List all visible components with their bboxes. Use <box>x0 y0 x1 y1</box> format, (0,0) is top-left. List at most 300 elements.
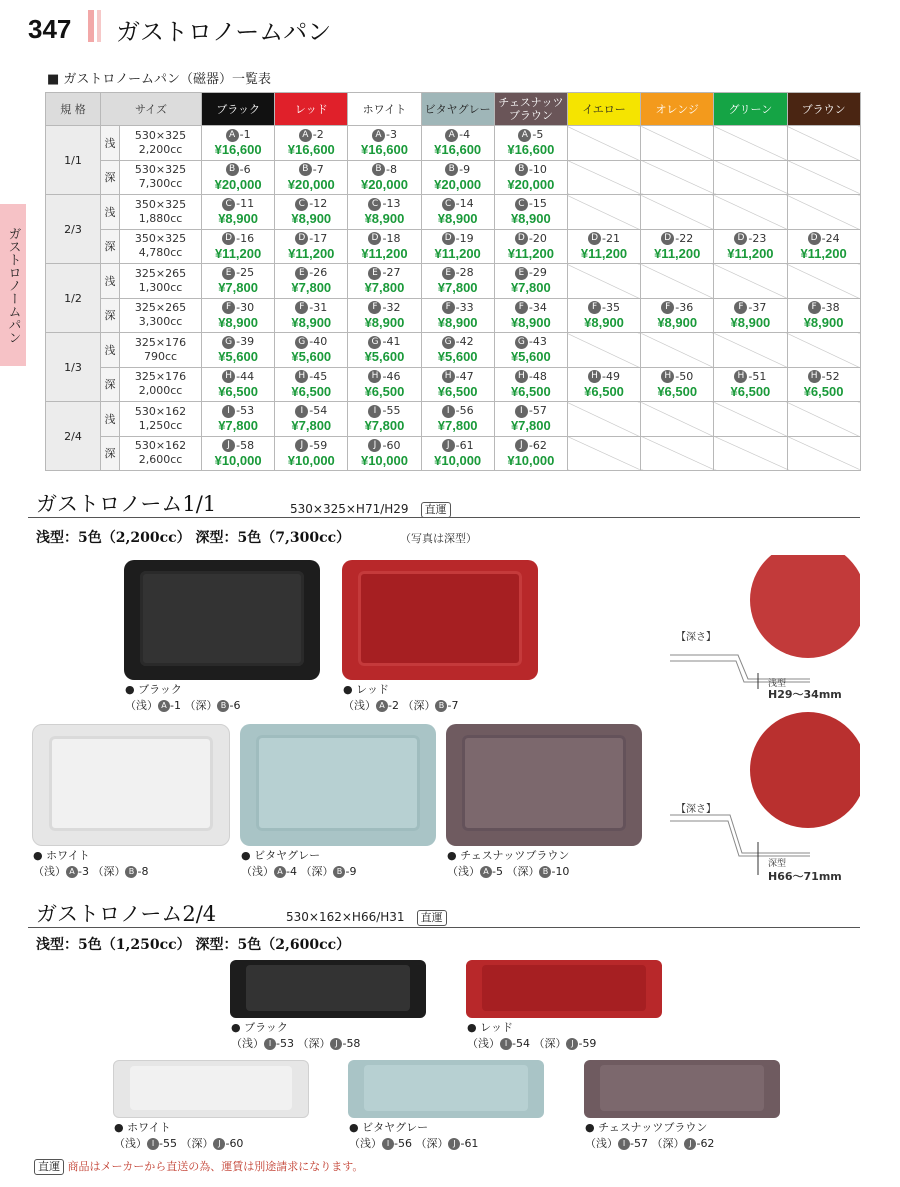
price: ¥6,500 <box>584 383 624 399</box>
code-letter-icon: A <box>518 129 531 142</box>
code-number: -16 <box>236 231 255 245</box>
section-types-2-4: 浅型：5色（1,250cc） 深型：5色（2,600cc） <box>36 937 351 953</box>
price-cell <box>787 229 860 264</box>
product-code <box>495 128 567 142</box>
price: ¥16,600 <box>507 142 555 158</box>
tray-white-1-1 <box>32 724 230 846</box>
code-letter-icon: A <box>299 129 312 142</box>
depth-cell: 浅 <box>101 195 120 230</box>
code-number: -47 <box>455 369 474 383</box>
code-number: -39 <box>236 335 255 349</box>
code-letter-icon: H <box>515 370 528 383</box>
header-size: サイズ <box>101 93 202 126</box>
code-number: -55 <box>382 404 401 418</box>
size-value: 530×162 <box>134 439 187 453</box>
code-number: -36 <box>675 300 694 314</box>
price-cell <box>641 298 714 333</box>
price-cell <box>641 229 714 264</box>
code-number: -51 <box>748 369 767 383</box>
code-letter-icon: C <box>222 198 235 211</box>
capacity-value: 1,250cc <box>138 418 183 432</box>
price-cell <box>567 229 640 264</box>
code-number: -24 <box>821 231 840 245</box>
price-cell <box>202 333 275 368</box>
code-letter-icon: B <box>372 163 385 176</box>
code-number: -52 <box>821 369 840 383</box>
capacity-value: 4,780cc <box>138 246 183 260</box>
product-code <box>275 301 347 315</box>
unavailable-cell <box>641 264 714 299</box>
price: ¥10,000 <box>434 452 482 468</box>
header-color: ブラック <box>202 93 275 126</box>
capacity-value: 790cc <box>143 349 178 363</box>
code-letter-icon: B <box>299 163 312 176</box>
code-number: -33 <box>455 300 474 314</box>
code-number: -5 <box>532 128 544 142</box>
code-number: -12 <box>309 197 328 211</box>
photo-note: （写真は深型） <box>400 532 477 545</box>
code-number: -7 <box>312 162 324 176</box>
unavailable-cell <box>714 195 787 230</box>
table-row <box>46 229 861 264</box>
product-code <box>422 266 494 280</box>
size-value: 530×162 <box>134 404 187 418</box>
section-rule <box>28 927 860 928</box>
code-letter-icon: F <box>588 301 601 314</box>
product-code <box>348 128 420 142</box>
price-table <box>45 92 861 471</box>
tray-grey-1-1 <box>240 724 436 846</box>
code-letter-icon: F <box>515 301 528 314</box>
size-cell <box>120 402 202 437</box>
price: ¥7,800 <box>291 418 332 434</box>
product-code <box>202 163 274 177</box>
product-code <box>495 163 567 177</box>
code-letter-icon: D <box>295 232 308 245</box>
code-letter-icon: D <box>808 232 821 245</box>
section-dims-2-4: 530×162×H66/H31 直運 <box>286 908 447 926</box>
price: ¥6,500 <box>218 383 258 399</box>
price: ¥8,900 <box>364 211 405 227</box>
code-letter-icon: D <box>222 232 235 245</box>
price-cell <box>494 229 567 264</box>
price: ¥11,200 <box>800 245 847 261</box>
unavailable-cell <box>787 195 860 230</box>
caption-red-2-4: ● レッド （浅） I -54 （深） J -59 <box>467 1021 597 1050</box>
table-row <box>46 160 861 195</box>
deep-label: 深型 <box>768 859 787 869</box>
title-accent-bar-light <box>97 10 101 42</box>
product-code <box>202 128 274 142</box>
tray-grey-2-4 <box>348 1060 544 1118</box>
price-cell <box>421 298 494 333</box>
price: ¥11,200 <box>507 245 554 261</box>
price: ¥5,600 <box>364 349 405 365</box>
tray-red-2-4 <box>466 960 662 1018</box>
code-number: -30 <box>236 300 255 314</box>
unavailable-cell <box>567 333 640 368</box>
code-letter-icon: F <box>442 301 455 314</box>
code-letter-icon: I <box>515 405 528 418</box>
price-cell <box>421 264 494 299</box>
product-code <box>641 301 713 315</box>
code-number: -32 <box>382 300 401 314</box>
code-letter-icon: D <box>734 232 747 245</box>
unavailable-cell <box>567 126 640 161</box>
product-code <box>495 439 567 453</box>
price: ¥20,000 <box>214 176 262 192</box>
table-row <box>46 436 861 471</box>
code-letter-icon: D <box>661 232 674 245</box>
caption-white-1-1: ● ホワイト （浅） A -3 （深） B -8 <box>33 849 149 878</box>
price-cell <box>348 195 421 230</box>
price-cell <box>202 264 275 299</box>
size-value: 530×325 <box>134 163 187 177</box>
price-cell <box>567 367 640 402</box>
code-number: -44 <box>236 369 255 383</box>
price: ¥8,900 <box>291 211 332 227</box>
product-code <box>348 335 420 349</box>
price-cell <box>275 126 348 161</box>
size-value: 350×325 <box>134 197 187 211</box>
price: ¥8,900 <box>657 314 698 330</box>
code-number: -14 <box>455 197 474 211</box>
price: ¥11,200 <box>580 245 628 261</box>
price-cell <box>494 195 567 230</box>
price: ¥8,900 <box>437 314 478 330</box>
unavailable-cell <box>787 402 860 437</box>
code-number: -21 <box>602 231 621 245</box>
product-code <box>422 128 494 142</box>
price: ¥10,000 <box>507 452 555 468</box>
std-cell: 1/3 <box>46 333 101 402</box>
product-code <box>495 404 567 418</box>
size-cell <box>120 367 202 402</box>
price-cell <box>348 436 421 471</box>
price-cell <box>202 402 275 437</box>
product-code <box>348 163 420 177</box>
size-value: 530×325 <box>134 128 187 142</box>
product-code <box>422 370 494 384</box>
price-cell <box>275 160 348 195</box>
title-accent-bar <box>88 10 94 42</box>
price-cell <box>494 126 567 161</box>
unavailable-cell <box>787 264 860 299</box>
code-number: -34 <box>528 300 547 314</box>
price: ¥8,900 <box>803 314 844 330</box>
section-rule <box>28 517 860 518</box>
price: ¥6,500 <box>510 383 551 399</box>
price-cell <box>494 333 567 368</box>
price-cell <box>421 195 494 230</box>
tray-black-1-1 <box>124 560 320 680</box>
unavailable-cell <box>641 195 714 230</box>
code-letter-icon: I <box>368 405 381 418</box>
product-code <box>275 197 347 211</box>
product-code <box>202 197 274 211</box>
capacity-value: 3,300cc <box>138 315 183 329</box>
product-code <box>275 266 347 280</box>
price-cell <box>348 229 421 264</box>
product-code <box>495 232 567 246</box>
product-code <box>202 335 274 349</box>
page-number: 347 <box>28 14 72 44</box>
depth-cell: 浅 <box>101 264 120 299</box>
header-color: ホワイト <box>348 93 421 126</box>
code-number: -26 <box>309 266 328 280</box>
unavailable-cell <box>567 402 640 437</box>
direct-ship-badge: 直運 <box>417 910 447 926</box>
capacity-value: 1,880cc <box>138 211 183 225</box>
code-number: -41 <box>382 335 401 349</box>
section-title-1-1: ガストロノーム1/1 <box>36 492 217 516</box>
product-code <box>348 232 420 246</box>
code-letter-icon: I <box>295 405 308 418</box>
capacity-value: 2,600cc <box>138 453 183 467</box>
code-letter-icon: E <box>515 267 528 280</box>
size-cell <box>120 264 202 299</box>
code-letter-icon: J <box>222 439 235 452</box>
product-code <box>641 232 713 246</box>
product-code <box>202 266 274 280</box>
code-letter-icon: G <box>515 336 528 349</box>
price-cell <box>714 298 787 333</box>
caption-white-2-4: ● ホワイト （浅） I -55 （深） J -60 <box>114 1121 244 1150</box>
std-cell: 1/2 <box>46 264 101 333</box>
code-letter-icon: H <box>368 370 381 383</box>
code-number: -3 <box>385 128 397 142</box>
code-letter-icon: G <box>442 336 455 349</box>
code-number: -27 <box>382 266 401 280</box>
unavailable-cell <box>714 160 787 195</box>
size-value: 350×325 <box>134 232 187 246</box>
code-letter-icon: J <box>295 439 308 452</box>
code-number: -62 <box>528 438 547 452</box>
size-value: 325×176 <box>134 370 187 384</box>
price: ¥11,200 <box>288 245 335 261</box>
size-cell <box>120 126 202 161</box>
unavailable-cell <box>641 160 714 195</box>
price: ¥5,600 <box>437 349 478 365</box>
price-cell <box>202 436 275 471</box>
product-code <box>714 232 786 246</box>
price: ¥16,600 <box>360 142 408 158</box>
price-cell <box>494 298 567 333</box>
price: ¥5,600 <box>291 349 332 365</box>
code-number: -50 <box>675 369 694 383</box>
code-number: -58 <box>236 438 255 452</box>
unavailable-cell <box>714 402 787 437</box>
code-letter-icon: H <box>734 370 747 383</box>
unavailable-cell <box>567 264 640 299</box>
code-letter-icon: C <box>515 198 528 211</box>
table-row <box>46 298 861 333</box>
code-letter-icon: G <box>222 336 235 349</box>
header-color: グリーン <box>714 93 787 126</box>
code-letter-icon: H <box>442 370 455 383</box>
code-number: -18 <box>382 231 401 245</box>
code-letter-icon: A <box>226 129 239 142</box>
tray-red-1-1 <box>342 560 538 680</box>
unavailable-cell <box>714 264 787 299</box>
product-code <box>422 404 494 418</box>
product-code <box>568 301 640 315</box>
product-code <box>422 335 494 349</box>
code-letter-icon: D <box>515 232 528 245</box>
product-code <box>422 197 494 211</box>
code-number: -35 <box>602 300 621 314</box>
size-value: 325×265 <box>134 266 187 280</box>
shallow-height: H29〜34mm <box>768 688 842 701</box>
caption-black-1-1: ● ブラック （浅） A -1 （深） B -6 <box>125 683 241 712</box>
price-cell <box>348 367 421 402</box>
size-cell <box>120 298 202 333</box>
price-cell <box>202 195 275 230</box>
code-letter-icon: F <box>368 301 381 314</box>
code-number: -56 <box>455 404 474 418</box>
std-cell: 2/3 <box>46 195 101 264</box>
price: ¥10,000 <box>214 452 262 468</box>
code-number: -22 <box>675 231 694 245</box>
deep-height: H66〜71mm <box>768 870 842 883</box>
price-cell <box>421 402 494 437</box>
price: ¥7,800 <box>218 280 258 296</box>
price-cell <box>714 367 787 402</box>
unavailable-cell <box>714 333 787 368</box>
code-number: -49 <box>602 369 621 383</box>
shallow-label: 浅型 <box>768 679 787 689</box>
price-cell <box>202 160 275 195</box>
product-code <box>275 404 347 418</box>
price: ¥6,500 <box>657 383 698 399</box>
capacity-value: 2,000cc <box>138 384 183 398</box>
header-std: 規 格 <box>46 93 101 126</box>
size-cell <box>120 160 202 195</box>
code-number: -10 <box>528 162 547 176</box>
code-number: -59 <box>309 438 328 452</box>
size-cell <box>120 229 202 264</box>
section-title-2-4: ガストロノーム2/4 <box>36 902 217 926</box>
product-code <box>348 301 420 315</box>
code-letter-icon: B <box>226 163 239 176</box>
product-code <box>202 232 274 246</box>
depth-cell: 浅 <box>101 333 120 368</box>
code-number: -45 <box>309 369 328 383</box>
code-letter-icon: H <box>295 370 308 383</box>
price-cell <box>348 402 421 437</box>
price: ¥11,200 <box>434 245 481 261</box>
header-color: チェスナッツ ブラウン <box>494 93 567 126</box>
code-number: -23 <box>748 231 767 245</box>
unavailable-cell <box>567 195 640 230</box>
price-cell <box>348 333 421 368</box>
product-code <box>788 301 860 315</box>
code-number: -17 <box>309 231 328 245</box>
price-cell <box>494 436 567 471</box>
direct-ship-badge: 直運 <box>421 502 451 518</box>
price-cell <box>275 298 348 333</box>
std-cell: 1/1 <box>46 126 101 195</box>
depth-cell: 浅 <box>101 402 120 437</box>
code-number: -53 <box>236 404 255 418</box>
price-cell <box>275 436 348 471</box>
caption-brown-2-4: ● チェスナッツブラウン （浅） I -57 （深） J -62 <box>585 1121 715 1150</box>
depth-closeup-deep <box>750 712 860 828</box>
unavailable-cell <box>567 160 640 195</box>
product-code <box>422 163 494 177</box>
code-letter-icon: A <box>445 129 458 142</box>
price-cell <box>421 126 494 161</box>
code-letter-icon: E <box>442 267 455 280</box>
table-title: ■ ガストロノームパン（磁器）一覧表 <box>47 72 272 87</box>
code-letter-icon: H <box>661 370 674 383</box>
price: ¥7,800 <box>364 280 405 296</box>
price: ¥6,500 <box>291 383 332 399</box>
price-cell <box>275 402 348 437</box>
price-cell <box>348 160 421 195</box>
price-cell <box>275 333 348 368</box>
footer-note: 直運 商品はメーカーから直送の為、運賃は別途請求になります。 <box>34 1158 363 1175</box>
code-letter-icon: I <box>222 405 235 418</box>
caption-black-2-4: ● ブラック （浅） I -53 （深） J -58 <box>231 1021 361 1050</box>
size-cell <box>120 333 202 368</box>
code-letter-icon: D <box>368 232 381 245</box>
side-index-tab[interactable]: ガストロノームパン <box>0 204 26 366</box>
product-code <box>495 301 567 315</box>
tray-brown-1-1 <box>446 724 642 846</box>
product-code <box>714 301 786 315</box>
price-cell <box>275 229 348 264</box>
depth-cell: 深 <box>101 229 120 264</box>
price-cell <box>275 367 348 402</box>
code-number: -28 <box>455 266 474 280</box>
unavailable-cell <box>641 436 714 471</box>
code-letter-icon: E <box>222 267 235 280</box>
depth-cell: 浅 <box>101 126 120 161</box>
tray-black-2-4 <box>230 960 426 1018</box>
code-number: -38 <box>821 300 840 314</box>
product-code <box>714 370 786 384</box>
unavailable-cell <box>641 333 714 368</box>
table-row <box>46 264 861 299</box>
price: ¥7,800 <box>437 280 478 296</box>
product-code <box>495 197 567 211</box>
section-dims-1-1: 530×325×H71/H29 直運 <box>290 500 451 518</box>
code-letter-icon: E <box>368 267 381 280</box>
depth-cell: 深 <box>101 160 120 195</box>
price: ¥11,200 <box>727 245 774 261</box>
depth-label-1: 【深さ】 <box>676 632 716 643</box>
code-letter-icon: H <box>222 370 235 383</box>
price: ¥20,000 <box>434 176 482 192</box>
price-cell <box>567 298 640 333</box>
price-cell <box>421 367 494 402</box>
price-cell <box>494 402 567 437</box>
code-letter-icon: I <box>442 405 455 418</box>
depth-cell: 深 <box>101 436 120 471</box>
tray-white-2-4 <box>113 1060 309 1118</box>
caption-grey-1-1: ● ビタヤグレー （浅） A -4 （深） B -9 <box>241 849 357 878</box>
price: ¥11,200 <box>361 245 408 261</box>
product-code <box>202 301 274 315</box>
table-row <box>46 333 861 368</box>
price: ¥16,600 <box>287 142 335 158</box>
unavailable-cell <box>787 160 860 195</box>
price: ¥11,200 <box>214 245 262 261</box>
product-code <box>422 301 494 315</box>
price: ¥10,000 <box>287 452 335 468</box>
price-cell <box>714 229 787 264</box>
